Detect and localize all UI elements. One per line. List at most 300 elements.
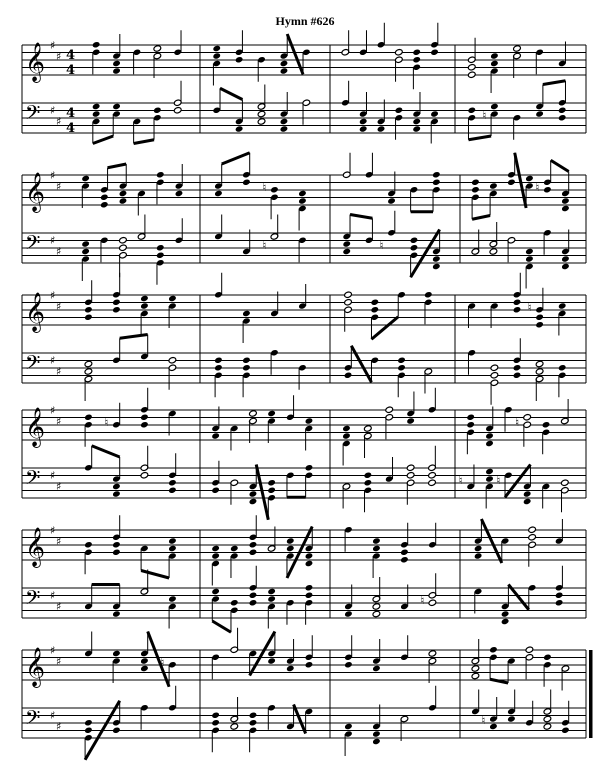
notehead bbox=[249, 490, 258, 497]
notehead bbox=[490, 60, 499, 67]
notehead bbox=[377, 125, 386, 132]
notehead bbox=[84, 541, 93, 548]
time-signature-top: 4 bbox=[66, 106, 76, 121]
notehead bbox=[112, 483, 121, 490]
beam bbox=[212, 621, 231, 632]
notehead bbox=[140, 657, 149, 664]
beam bbox=[134, 140, 154, 144]
notehead bbox=[372, 610, 381, 617]
notehead bbox=[168, 595, 177, 602]
notehead bbox=[119, 197, 128, 204]
key-sharp: ♯ bbox=[56, 115, 62, 128]
notehead bbox=[168, 487, 177, 494]
notehead bbox=[528, 534, 537, 541]
notehead bbox=[242, 357, 251, 364]
notehead bbox=[270, 186, 279, 193]
natural-sign: ♮ bbox=[535, 181, 540, 194]
bass-clef: 𝄢 bbox=[25, 101, 41, 129]
notehead bbox=[305, 661, 314, 668]
beam bbox=[220, 88, 242, 99]
notehead bbox=[344, 291, 353, 298]
notehead bbox=[558, 302, 567, 309]
notehead bbox=[230, 723, 239, 730]
notehead bbox=[153, 45, 162, 52]
notehead bbox=[211, 545, 220, 552]
notehead bbox=[412, 49, 421, 56]
notehead bbox=[430, 49, 439, 56]
beam bbox=[543, 81, 566, 85]
notehead bbox=[249, 498, 258, 505]
notehead bbox=[387, 197, 396, 204]
notehead bbox=[490, 103, 499, 110]
notehead bbox=[372, 730, 381, 737]
notehead bbox=[235, 125, 244, 132]
key-sharp: ♯ bbox=[56, 245, 62, 258]
notehead bbox=[558, 114, 567, 121]
notehead bbox=[342, 425, 351, 432]
notehead bbox=[140, 421, 149, 428]
notehead bbox=[119, 244, 128, 251]
notehead bbox=[257, 118, 266, 125]
notehead bbox=[468, 107, 477, 114]
beam bbox=[256, 465, 268, 520]
notehead bbox=[344, 661, 353, 668]
notehead bbox=[489, 248, 498, 255]
notehead bbox=[543, 186, 552, 193]
key-sharp: ♯ bbox=[56, 535, 62, 548]
notehead bbox=[211, 432, 220, 439]
notehead bbox=[249, 719, 258, 726]
key-sharp: ♯ bbox=[50, 404, 56, 417]
notehead bbox=[140, 295, 149, 302]
notehead bbox=[112, 67, 121, 74]
key-sharp: ♯ bbox=[50, 709, 56, 722]
final-barline bbox=[589, 650, 593, 738]
notehead bbox=[561, 263, 570, 270]
notehead bbox=[507, 179, 516, 186]
notehead bbox=[561, 479, 570, 486]
notehead bbox=[344, 723, 353, 730]
natural-sign: ♮ bbox=[262, 239, 267, 252]
notehead bbox=[153, 107, 162, 114]
notehead bbox=[535, 110, 544, 117]
notehead bbox=[474, 552, 483, 559]
notehead bbox=[410, 237, 419, 244]
notehead bbox=[211, 712, 220, 719]
notehead bbox=[112, 306, 121, 313]
time-signature-bottom: 4 bbox=[66, 63, 76, 78]
key-sharp: ♯ bbox=[50, 589, 56, 602]
beam bbox=[551, 160, 569, 171]
notehead bbox=[267, 657, 276, 664]
notehead bbox=[112, 727, 121, 734]
notehead bbox=[249, 712, 258, 719]
key-sharp: ♯ bbox=[50, 234, 56, 247]
notehead bbox=[359, 125, 368, 132]
beam bbox=[294, 705, 306, 734]
notehead bbox=[168, 357, 177, 364]
notehead bbox=[471, 665, 480, 672]
notehead bbox=[140, 472, 149, 479]
natural-sign: ♮ bbox=[515, 416, 520, 429]
notehead bbox=[112, 490, 121, 497]
natural-sign: ♮ bbox=[496, 474, 501, 487]
notehead bbox=[490, 52, 499, 59]
notehead bbox=[485, 432, 494, 439]
notehead bbox=[342, 248, 351, 255]
notehead bbox=[92, 103, 101, 110]
notehead bbox=[267, 410, 276, 417]
notehead bbox=[211, 719, 220, 726]
notehead bbox=[280, 125, 289, 132]
notehead bbox=[372, 603, 381, 610]
notehead bbox=[112, 610, 121, 617]
notehead bbox=[490, 364, 499, 371]
notehead bbox=[214, 357, 223, 364]
notehead bbox=[397, 357, 406, 364]
beam bbox=[472, 216, 490, 220]
notehead bbox=[344, 610, 353, 617]
notehead bbox=[344, 299, 353, 306]
notehead bbox=[364, 472, 373, 479]
notehead bbox=[523, 498, 532, 505]
notehead bbox=[432, 263, 441, 270]
notehead bbox=[372, 545, 381, 552]
beam bbox=[468, 136, 491, 140]
treble-clef: 𝄞 bbox=[25, 292, 46, 332]
notehead bbox=[485, 440, 494, 447]
notehead bbox=[212, 52, 221, 59]
natural-sign: ♮ bbox=[527, 301, 532, 314]
notehead bbox=[400, 556, 409, 563]
notehead bbox=[507, 715, 516, 722]
notehead bbox=[523, 490, 532, 497]
notehead bbox=[525, 248, 534, 255]
notehead bbox=[432, 179, 441, 186]
notehead bbox=[395, 49, 404, 56]
notehead bbox=[501, 610, 510, 617]
notehead bbox=[156, 252, 165, 259]
notehead bbox=[513, 306, 522, 313]
time-signature-top: 4 bbox=[66, 48, 76, 63]
notehead bbox=[112, 299, 121, 306]
notehead bbox=[280, 60, 289, 67]
notehead bbox=[344, 372, 353, 379]
treble-clef: 𝄞 bbox=[25, 42, 46, 82]
key-sharp: ♯ bbox=[50, 469, 56, 482]
natural-sign: ♮ bbox=[104, 416, 109, 429]
notehead bbox=[84, 719, 93, 726]
notehead bbox=[212, 45, 221, 52]
natural-sign: ♮ bbox=[458, 474, 463, 487]
notehead bbox=[406, 464, 415, 471]
notehead bbox=[561, 255, 570, 262]
notehead bbox=[84, 314, 93, 321]
notehead bbox=[490, 372, 499, 379]
notehead bbox=[412, 56, 421, 63]
notehead bbox=[249, 410, 258, 417]
notehead bbox=[489, 182, 498, 189]
notehead bbox=[112, 650, 121, 657]
notehead bbox=[432, 255, 441, 262]
natural-sign: ♮ bbox=[482, 109, 487, 122]
notehead bbox=[112, 103, 121, 110]
notehead bbox=[428, 472, 437, 479]
notehead bbox=[342, 240, 351, 247]
hymn-title: Hymn #626 bbox=[275, 14, 335, 28]
notehead bbox=[230, 545, 239, 552]
notehead bbox=[525, 255, 534, 262]
notehead bbox=[156, 171, 165, 178]
notehead bbox=[211, 552, 220, 559]
notehead bbox=[305, 417, 314, 424]
treble-clef: 𝄞 bbox=[25, 172, 46, 212]
notehead bbox=[298, 197, 307, 204]
notehead bbox=[468, 71, 477, 78]
notehead bbox=[112, 541, 121, 548]
notehead bbox=[140, 665, 149, 672]
beam bbox=[222, 153, 250, 164]
natural-sign: ♮ bbox=[420, 594, 425, 607]
beam bbox=[371, 317, 398, 340]
notehead bbox=[561, 197, 570, 204]
notehead bbox=[542, 421, 551, 428]
beam bbox=[287, 34, 303, 74]
notehead bbox=[267, 595, 276, 602]
key-sharp: ♯ bbox=[56, 300, 62, 313]
notehead bbox=[92, 110, 101, 117]
notehead bbox=[119, 237, 128, 244]
notehead bbox=[257, 110, 266, 117]
notehead bbox=[175, 190, 184, 197]
notehead bbox=[84, 727, 93, 734]
notehead bbox=[535, 360, 544, 367]
notehead bbox=[211, 588, 220, 595]
notehead bbox=[372, 738, 381, 745]
notehead bbox=[501, 618, 510, 625]
notehead bbox=[112, 60, 121, 67]
notehead bbox=[242, 364, 251, 371]
notehead bbox=[513, 364, 522, 371]
notehead bbox=[84, 306, 93, 313]
notehead bbox=[371, 299, 380, 306]
notehead bbox=[372, 537, 381, 544]
notehead bbox=[140, 414, 149, 421]
notehead bbox=[372, 665, 381, 672]
key-sharp: ♯ bbox=[50, 289, 56, 302]
bass-clef: 𝄢 bbox=[25, 466, 41, 494]
notehead bbox=[474, 545, 483, 552]
key-sharp: ♯ bbox=[56, 655, 62, 668]
notehead bbox=[428, 479, 437, 486]
key-sharp: ♯ bbox=[50, 354, 56, 367]
notehead bbox=[298, 190, 307, 197]
notehead bbox=[235, 56, 244, 63]
bass-clef: 𝄢 bbox=[25, 351, 41, 379]
key-sharp: ♯ bbox=[56, 50, 62, 63]
treble-clef: 𝄞 bbox=[25, 527, 46, 567]
notehead bbox=[267, 487, 276, 494]
notehead bbox=[168, 537, 177, 544]
notehead bbox=[485, 468, 494, 475]
notehead bbox=[249, 549, 258, 556]
notehead bbox=[214, 364, 223, 371]
beam bbox=[351, 346, 371, 383]
notehead bbox=[528, 526, 537, 533]
notehead bbox=[242, 179, 251, 186]
treble-clef: 𝄞 bbox=[25, 407, 46, 447]
notehead bbox=[471, 672, 480, 679]
key-sharp: ♯ bbox=[50, 169, 56, 182]
notehead bbox=[230, 599, 239, 606]
notehead bbox=[100, 201, 109, 208]
notehead bbox=[364, 479, 373, 486]
natural-sign: ♮ bbox=[160, 656, 165, 669]
notehead bbox=[428, 599, 437, 606]
natural-sign: ♮ bbox=[379, 239, 384, 252]
notehead bbox=[168, 545, 177, 552]
notehead bbox=[543, 723, 552, 730]
key-sharp: ♯ bbox=[56, 365, 62, 378]
natural-sign: ♮ bbox=[481, 714, 486, 727]
notehead bbox=[513, 372, 522, 379]
key-sharp: ♯ bbox=[56, 600, 62, 613]
notehead bbox=[523, 414, 532, 421]
notehead bbox=[280, 118, 289, 125]
notehead bbox=[513, 299, 522, 306]
notehead bbox=[305, 464, 314, 471]
beam bbox=[141, 571, 169, 579]
treble-clef: 𝄞 bbox=[25, 647, 46, 687]
bass-clef: 𝄢 bbox=[25, 231, 41, 259]
notehead bbox=[558, 364, 567, 371]
notehead bbox=[168, 479, 177, 486]
notehead bbox=[485, 475, 494, 482]
notehead bbox=[92, 41, 101, 48]
notehead bbox=[81, 240, 90, 247]
notehead bbox=[468, 64, 477, 71]
notehead bbox=[471, 179, 480, 186]
beam bbox=[108, 164, 127, 168]
beam bbox=[350, 215, 372, 219]
notehead bbox=[535, 314, 544, 321]
notehead bbox=[489, 723, 498, 730]
notehead bbox=[112, 549, 121, 556]
bass-clef: 𝄢 bbox=[25, 586, 41, 614]
notehead bbox=[305, 592, 314, 599]
notehead bbox=[81, 248, 90, 255]
notehead bbox=[84, 414, 93, 421]
notehead bbox=[489, 646, 498, 653]
notehead bbox=[100, 194, 109, 201]
notehead bbox=[385, 406, 394, 413]
key-sharp: ♯ bbox=[56, 480, 62, 493]
notehead bbox=[214, 190, 223, 197]
notehead bbox=[359, 118, 368, 125]
notehead bbox=[555, 592, 564, 599]
notehead bbox=[400, 549, 409, 556]
notehead bbox=[249, 599, 258, 606]
notehead bbox=[267, 479, 276, 486]
notehead bbox=[140, 302, 149, 309]
notehead bbox=[305, 552, 314, 559]
key-sharp: ♯ bbox=[56, 180, 62, 193]
notehead bbox=[242, 310, 251, 317]
notehead bbox=[471, 186, 480, 193]
notehead bbox=[424, 291, 433, 298]
notehead bbox=[249, 541, 258, 548]
notehead bbox=[525, 646, 534, 653]
key-sharp: ♯ bbox=[50, 104, 56, 117]
notehead bbox=[395, 107, 404, 114]
time-signature-bottom: 4 bbox=[66, 121, 76, 136]
bass-clef: 𝄢 bbox=[25, 706, 41, 734]
notehead bbox=[156, 244, 165, 251]
notehead bbox=[525, 175, 534, 182]
beam bbox=[481, 519, 501, 563]
notehead bbox=[211, 487, 220, 494]
notehead bbox=[561, 727, 570, 734]
key-sharp: ♯ bbox=[50, 524, 56, 537]
notehead bbox=[249, 592, 258, 599]
notehead bbox=[267, 588, 276, 595]
notehead bbox=[286, 545, 295, 552]
key-sharp: ♯ bbox=[50, 39, 56, 52]
notehead bbox=[430, 110, 439, 117]
notehead bbox=[397, 364, 406, 371]
key-sharp: ♯ bbox=[56, 720, 62, 733]
beam bbox=[148, 632, 169, 687]
notehead bbox=[305, 584, 314, 591]
beam bbox=[120, 335, 148, 339]
notehead bbox=[364, 425, 373, 432]
notehead bbox=[412, 118, 421, 125]
beam bbox=[93, 136, 113, 144]
notehead bbox=[305, 560, 314, 567]
notehead bbox=[513, 45, 522, 52]
notehead bbox=[173, 107, 182, 114]
notehead bbox=[280, 67, 289, 74]
notehead bbox=[406, 472, 415, 479]
natural-sign: ♮ bbox=[262, 181, 267, 194]
beam bbox=[515, 153, 526, 208]
notehead bbox=[412, 125, 421, 132]
notehead bbox=[81, 175, 90, 182]
notehead bbox=[466, 414, 475, 421]
notehead bbox=[168, 295, 177, 302]
notehead bbox=[406, 417, 415, 424]
notehead bbox=[558, 107, 567, 114]
key-sharp: ♯ bbox=[50, 644, 56, 657]
notehead bbox=[428, 650, 437, 657]
notehead bbox=[535, 368, 544, 375]
notehead bbox=[555, 599, 564, 606]
notehead bbox=[371, 306, 380, 313]
notehead bbox=[543, 654, 552, 661]
notehead bbox=[119, 190, 128, 197]
notehead bbox=[84, 360, 93, 367]
notehead bbox=[561, 205, 570, 212]
key-sharp: ♯ bbox=[56, 415, 62, 428]
notehead bbox=[84, 368, 93, 375]
notehead bbox=[543, 715, 552, 722]
notehead bbox=[286, 665, 295, 672]
notehead bbox=[410, 244, 419, 251]
notehead bbox=[535, 321, 544, 328]
notehead bbox=[432, 171, 441, 178]
notehead bbox=[342, 432, 351, 439]
beam bbox=[92, 446, 120, 457]
